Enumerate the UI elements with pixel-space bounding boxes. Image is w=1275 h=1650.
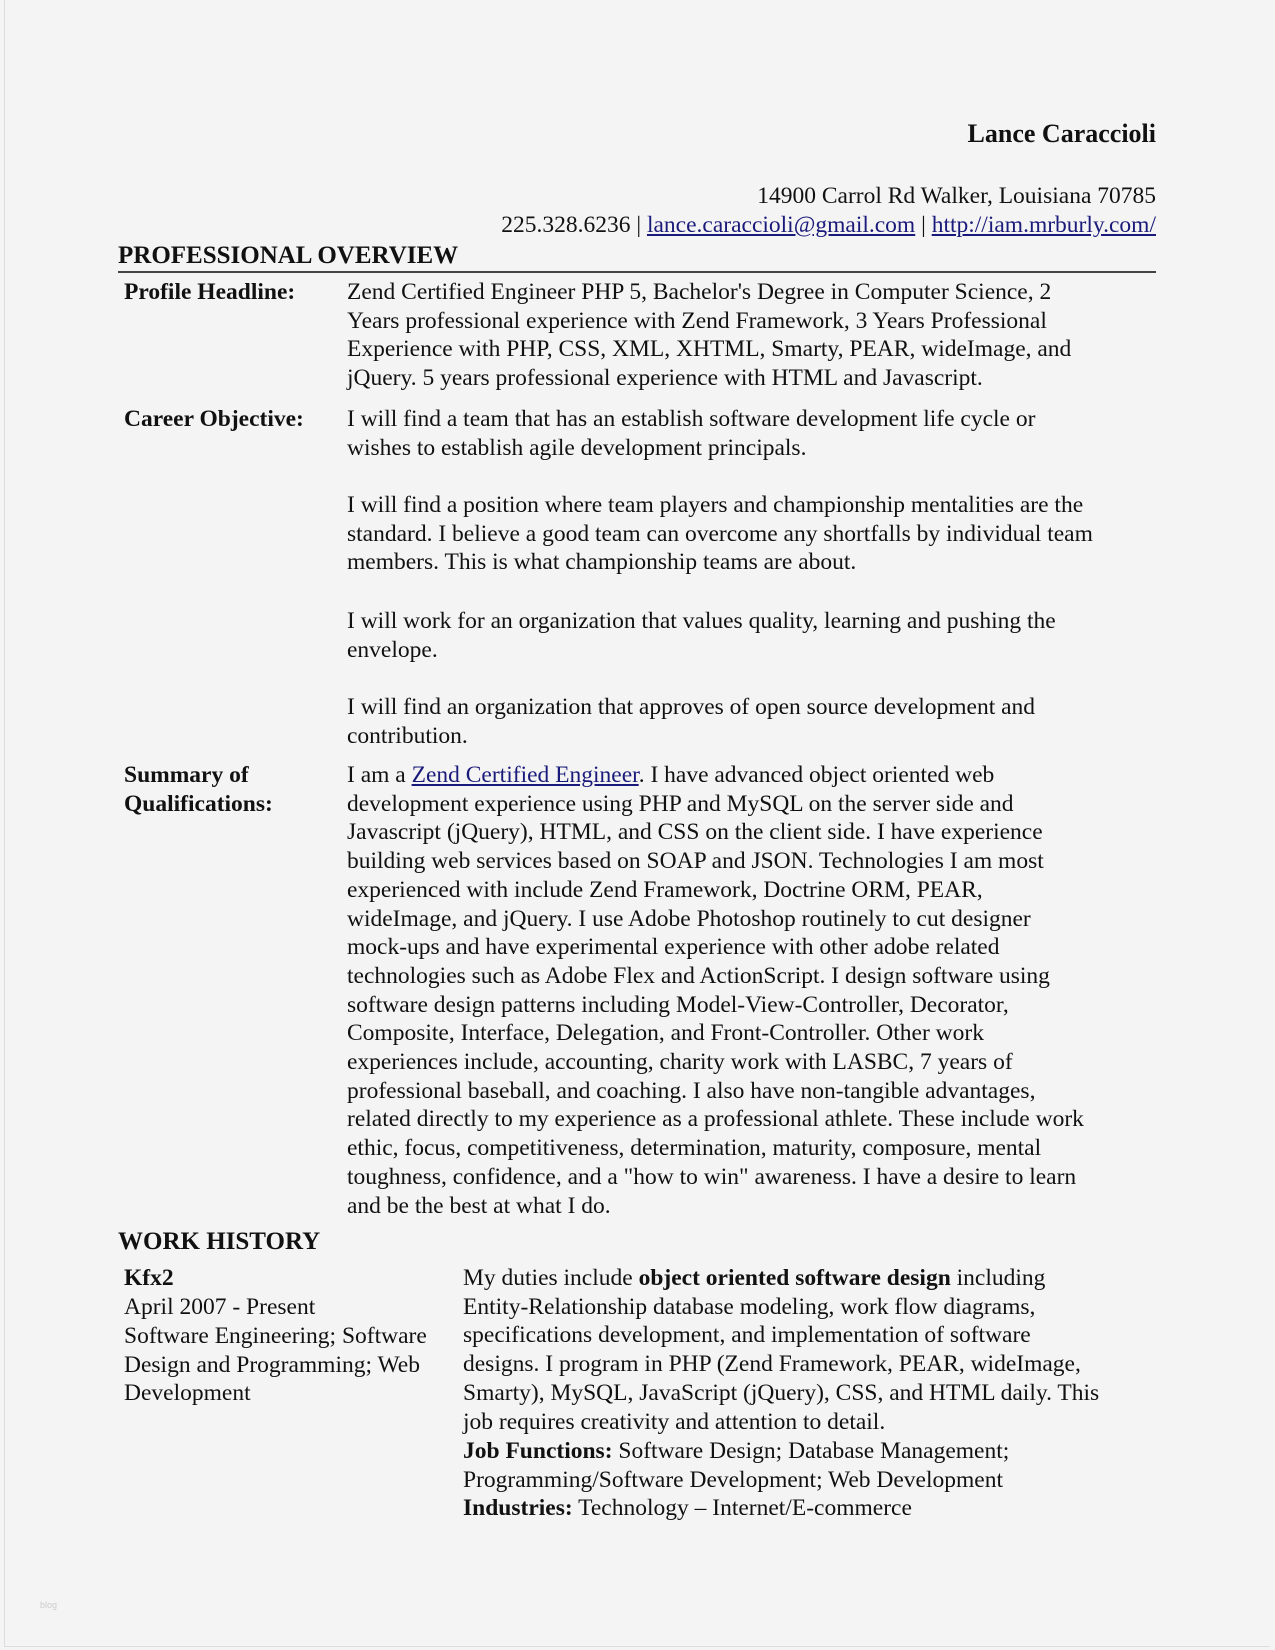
- website-link[interactable]: http://iam.mrburly.com/: [931, 212, 1156, 238]
- career-paragraph: I will find a position where team players and championship mentalities are the standard. I believe a good team can overcome any shortfalls by individual team members. This is what championship teams are about.: [347, 492, 1093, 576]
- industries-label: Industries:: [463, 1495, 573, 1521]
- job-dates: April 2007 - Present: [124, 1294, 316, 1320]
- profile-text: Zend Certified Engineer PHP 5, Bachelor's Degree in Computer Science, 2 Years professional experience with Zend Framework, 3 Years Professional Experience with PHP, CSS, XML, XHTML, Smarty, PEAR, wideImage, and jQuery. 5 years professional experience with HTML and Javascript.: [347, 279, 1072, 392]
- industries: [463, 1494, 1183, 1523]
- summary-prefix: I am a: [347, 762, 412, 788]
- phone: 225.328.6236: [501, 212, 631, 238]
- industries-value: Technology – Internet/E-commerce: [572, 1495, 912, 1521]
- separator: |: [921, 212, 926, 238]
- duties-prefix: My duties include: [463, 1265, 639, 1291]
- job-functions-value: Software Design; Database Management; Programming/Software Development; Web Development: [463, 1438, 1010, 1493]
- address: 14900 Carrol Rd Walker, Louisiana 70785: [757, 183, 1156, 209]
- career-paragraph: I will find an organization that approves of open source development and contribution.: [347, 694, 1036, 749]
- duties-emphasis: object oriented software design: [638, 1265, 951, 1291]
- section-title-work: WORK HISTORY: [118, 1228, 321, 1255]
- career-paragraph: I will work for an organization that values quality, learning and pushing the envelope.: [347, 608, 1056, 663]
- duties-body: including Entity-Relationship database modeling, work flow diagrams, specifications development, and implementation of software designs. I program in PHP (Zend Framework, PEAR, wideImage, Smarty), MySQL, JavaScript (jQuery), CSS, and HTML daily. This job requires creativity and attention to detail.: [463, 1265, 1100, 1435]
- watermark: blog: [40, 1600, 58, 1610]
- job-functions-label: Job Functions:: [463, 1438, 613, 1464]
- candidate-name: Lance Caraccioli: [967, 119, 1156, 148]
- profile-label: Profile Headline:: [124, 279, 296, 305]
- section-title-overview: PROFESSIONAL OVERVIEW: [118, 242, 459, 269]
- job-role: Software Engineering; Software Design and Programming; Web Development: [124, 1323, 427, 1407]
- company-name: Kfx2: [124, 1265, 174, 1291]
- summary-label: Summary of Qualifications:: [124, 762, 273, 817]
- summary-body: . I have advanced object oriented web development experience using PHP and MySQL on the server side and Javascript (jQuery), HTML, and CSS on the client side. I have experience building web services based on SOAP and JSON. Technologies I am most experienced with include Zend Framework, Doctrine ORM, PEAR, wideImage, and jQuery. I use Adobe Photoshop routinely to cut designer mock-ups and have experimental experience with other adobe related technologies such as Adobe Flex and ActionScript. I design software using software design patterns including Model-View-Controller, Decorator, Composite, Interface, Delegation, and Front-Controller. Other work experiences include, accounting, charity work with LASBC, 7 years of professional baseball, and coaching. I also have non-tangible advantages, related directly to my experience as a professional athlete. These include work ethic, focus, competitiveness, determination, maturity, composure, mental toughness, confidence, and a "how to win" awareness. I have a desire to learn and be the best at what I do.: [347, 762, 1084, 1219]
- summary-text: [347, 761, 1167, 1220]
- email-link[interactable]: lance.caraccioli@gmail.com: [646, 212, 916, 238]
- career-paragraph: I will find a team that has an establish software development life cycle or wishes to establish agile development principals.: [347, 406, 1036, 461]
- section-divider: [118, 271, 1156, 273]
- career-label: Career Objective:: [124, 406, 304, 432]
- zend-certified-link[interactable]: Zend Certified Engineer: [411, 762, 639, 788]
- job-functions: [463, 1437, 1183, 1494]
- separator: |: [636, 212, 642, 238]
- contact-line: [501, 211, 1156, 240]
- job-duties: [463, 1264, 1183, 1436]
